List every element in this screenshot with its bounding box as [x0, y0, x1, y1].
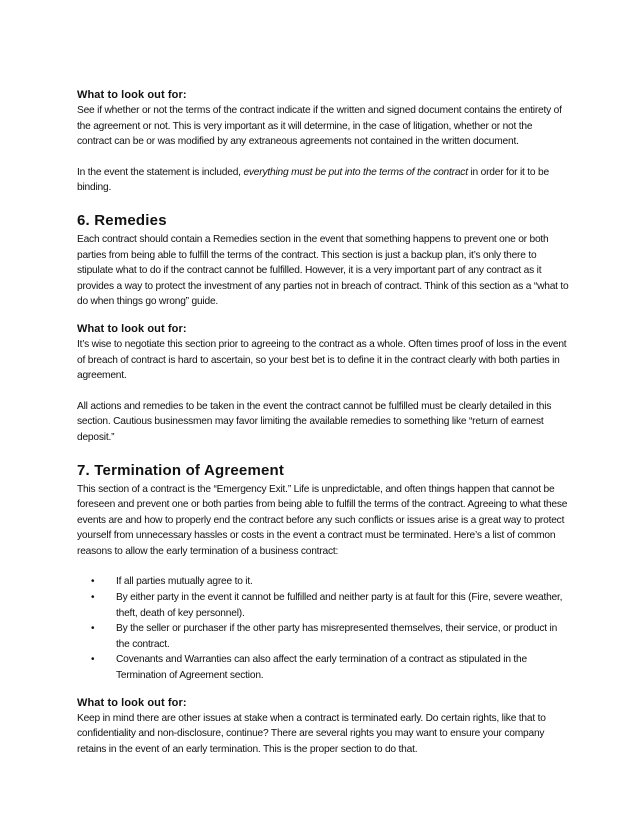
paragraph-termination-intro: This section of a contract is the “Emergency Exit.” Life is unpredictable, and often things happen that cannot be foreseen and prevent one or both parties from being able to fulfill the terms of the contract. Agreeing to what these events are and how to properly end the contract before any such conflicts or issues arise is a great way to protect yourself from unnecessary hassles or costs in the event a contract must be terminated. Here’s a list of common reasons to allow the early termination of a business contract:: [77, 483, 568, 557]
list-item: [77, 574, 569, 590]
bullet-icon: •: [91, 576, 95, 588]
section-heading-termination: 7. Termination of Agreement: [77, 461, 285, 479]
paragraph-remedies-negotiate: It’s wise to negotiate this section prior to agreeing to the contract as a whole. Often times proof of loss in the event of breach of contract is hard to ascertain, so your best bet is to define it in the contract clearly with both parties in agreement.: [77, 338, 567, 382]
paragraph-termination-rights: Keep in mind there are other issues at stake when a contract is terminated early. Do certain rights, like that to confidentiality and non-disclosure, continue? There are several rights you may want to ensure your company retains in the event of an early termination. This is the proper section to do that.: [77, 712, 546, 755]
subheading-look-out-1: What to look out for:: [77, 89, 187, 101]
list-item-text: Covenants and Warranties can also affect the early termination of a contract as stipulated in the Termination of Agreement section.: [116, 654, 527, 682]
paragraph-statement-end: in order for it to be binding.: [77, 166, 549, 194]
list-item-text: By either party in the event it cannot be fulfilled and neither party is at fault for this (Fire, severe weather, theft, death of key personnel).: [116, 592, 563, 619]
list-item-text: By the seller or purchaser if the other party has misrepresented themselves, their service, or product in the contract.: [116, 623, 558, 650]
bullet-icon: •: [91, 592, 95, 604]
termination-reasons-list: [77, 574, 569, 683]
paragraph-remedies-actions: All actions and remedies to be taken in the event the contract cannot be fulfilled must be clearly detailed in this section. Cautious businessmen may favor limiting the available remedies to something like “return of earnest deposit.”: [77, 400, 552, 443]
bullet-icon: •: [91, 623, 95, 635]
subheading-look-out-3: What to look out for:: [77, 696, 187, 709]
paragraph-statement-italic: everything must be put into the terms of the contract: [243, 166, 468, 178]
paragraph-entirety: See if whether or not the terms of the contract indicate if the written and signed document contains the entirety of the agreement or not. This is very important as it will determine, in the case of litigation, whether or not the contract can be or was modified by any extraneous agreements not contained in the written document.: [77, 105, 562, 148]
list-item: [77, 590, 569, 621]
paragraph-remedies-intro: Each contract should contain a Remedies section in the event that something happens to prevent one or both parties from being able to fulfill the terms of the contract. This section is just a backup plan, it’s only there to stipulate what to do if the contract cannot be fulfilled. However, it is a very important part of any contract as it provides a way to protect the investment of any parties not in breach of contract. Think of this section as a “what to do when things go wrong” guide.: [77, 233, 569, 308]
list-item-text: If all parties mutually agree to it.: [116, 576, 253, 588]
document-page: [77, 88, 569, 757]
list-item: [77, 621, 569, 652]
subheading-look-out-2: What to look out for:: [77, 322, 187, 335]
paragraph-statement-start: In the event the statement is included,: [77, 166, 244, 178]
section-heading-remedies: 6. Remedies: [77, 211, 167, 229]
paragraph-statement-included: [77, 165, 569, 196]
list-item: [77, 652, 569, 683]
bullet-icon: •: [91, 654, 95, 666]
